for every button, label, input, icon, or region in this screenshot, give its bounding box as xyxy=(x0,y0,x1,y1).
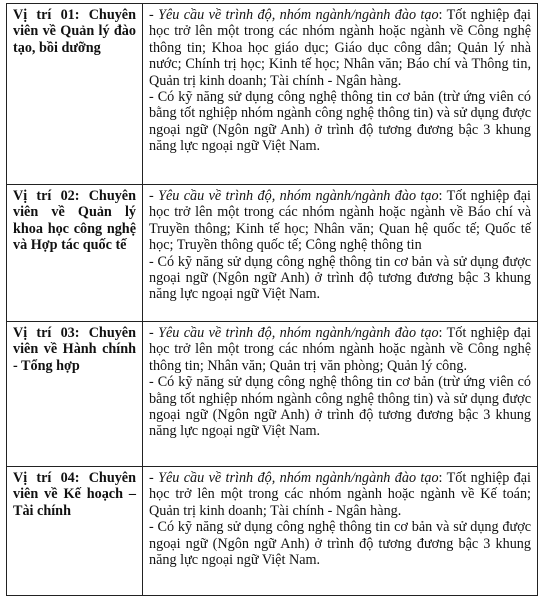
requirement-paragraph xyxy=(149,325,531,374)
skill-requirement: - Có kỹ năng sử dụng công nghệ thông tin cơ bản (trừ ứng viên có bằng tốt nghiệp nhóm ngành công nghệ thông tin) và sử dụng được ngoại ngữ (Ngôn ngữ Anh) ở trình độ tương đương bậc 3 khung năng lực ngoại ngữ Việt Nam. xyxy=(149,374,531,440)
requirement-paragraph xyxy=(149,188,531,254)
position-description xyxy=(143,185,538,322)
requirement-label: - Yêu cầu về trình độ, nhóm ngành/ngành đào tạo xyxy=(149,470,439,486)
skill-requirement: - Có kỹ năng sử dụng công nghệ thông tin cơ bản và sử dụng được ngoại ngữ (Ngôn ngữ Anh) ở trình độ tương đương bậc 3 khung năng lực ngoại ngữ Việt Nam. xyxy=(149,519,531,569)
requirement-paragraph xyxy=(149,470,531,519)
position-row xyxy=(7,467,538,596)
requirement-paragraph xyxy=(149,7,531,89)
position-row xyxy=(7,322,538,467)
position-row xyxy=(7,185,538,322)
requirement-label: - Yêu cầu về trình độ, nhóm ngành/ngành đào tạo xyxy=(149,7,439,23)
skill-requirement: - Có kỹ năng sử dụng công nghệ thông tin cơ bản (trừ ứng viên có bằng tốt nghiệp nhóm ngành công nghệ thông tin) và sử dụng được ngoại ngữ (Ngôn ngữ Anh) ở trình độ tương đương bậc 3 khung năng lực ngoại ngữ Việt Nam. xyxy=(149,89,531,155)
requirement-text: : Tốt nghiệp đại học trở lên một trong các nhóm ngành hoặc ngành về Báo chí và Truyền thông; Kinh tế học; Nhân văn; Quan hệ quốc tế; Quốc tế học; Truyền thông quốc tế; Công nghệ thông tin xyxy=(149,188,531,254)
position-title: Vị trí 02: Chuyên viên về Quản lý khoa học công nghệ và Hợp tác quốc tế xyxy=(7,185,143,322)
position-title: Vị trí 04: Chuyên viên về Kế hoạch – Tài chính xyxy=(7,467,143,596)
position-description xyxy=(143,4,538,185)
job-positions-table xyxy=(6,3,538,596)
position-title: Vị trí 01: Chuyên viên về Quản lý đào tạo, bồi dưỡng xyxy=(7,4,143,185)
skill-requirement: - Có kỹ năng sử dụng công nghệ thông tin cơ bản và sử dụng được ngoại ngữ (Ngôn ngữ Anh) ở trình độ tương đương bậc 3 khung năng lực ngoại ngữ Việt Nam. xyxy=(149,253,531,303)
requirement-text: : Tốt nghiệp đại học trở lên một trong các nhóm ngành hoặc ngành về Công nghệ thông tin; Nhân văn; Quản trị văn phòng; Quản lý công. xyxy=(149,325,531,374)
requirement-label: - Yêu cầu về trình độ, nhóm ngành/ngành đào tạo xyxy=(149,188,439,204)
requirement-label: - Yêu cầu về trình độ, nhóm ngành/ngành đào tạo xyxy=(149,325,439,341)
position-row xyxy=(7,4,538,185)
position-title: Vị trí 03: Chuyên viên về Hành chính - Tổng hợp xyxy=(7,322,143,467)
requirement-text: : Tốt nghiệp đại học trở lên một trong các nhóm ngành hoặc ngành về Kế toán; Quản trị kinh doanh; Tài chính - Ngân hàng. xyxy=(149,470,531,519)
position-description xyxy=(143,467,538,596)
position-description xyxy=(143,322,538,467)
requirement-text: : Tốt nghiệp đại học trở lên một trong các nhóm ngành hoặc ngành về Công nghệ thông tin; Khoa học giáo dục; Giáo dục công dân; Quản lý nhà nước; Chính trị học; Kinh tế học; Nhân văn; Báo chí và Thông tin, Quản trị kinh doanh; Tài chính - Ngân hàng. xyxy=(149,7,531,89)
